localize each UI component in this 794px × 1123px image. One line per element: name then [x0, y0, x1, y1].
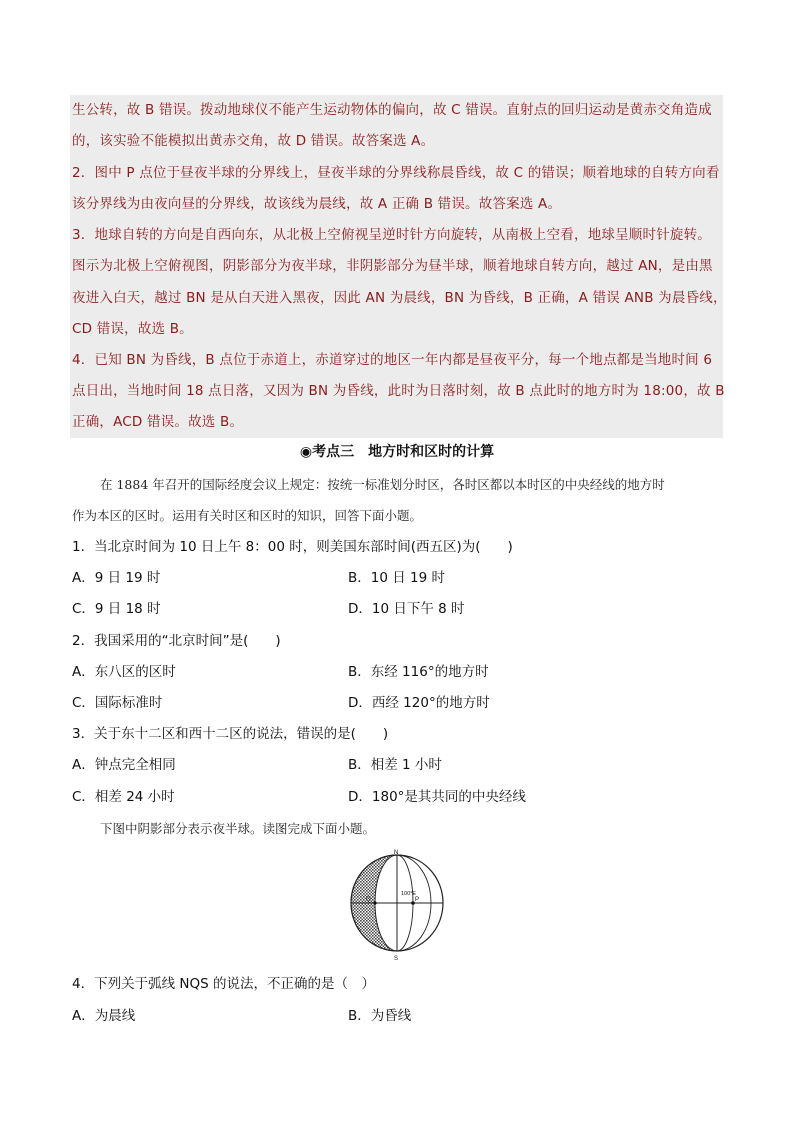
answer-line: 2．图中 P 点位于昼夜半球的分界线上，昼夜半球的分界线称晨昏线，故 C 的错误；顺着地球的自转方向看: [72, 165, 720, 181]
label-p: P: [415, 897, 420, 903]
question-3-option-b[interactable]: B．相差 1 小时: [348, 757, 442, 773]
intro-paragraph-line: 在 1884 年召开的国际经度会议上规定：按统一标准划分时区，各时区都以本时区的中央经线的地方时: [100, 477, 665, 492]
question-1-option-b[interactable]: B．10 日 19 时: [348, 570, 445, 586]
question-3-option-a[interactable]: A．钟点完全相同: [72, 757, 176, 773]
question-2-stem: 2．我国采用的“北京时间”是( ): [72, 633, 281, 649]
answer-line: 正确，ACD 错误。故选 B。: [72, 414, 244, 430]
answer-line: 点日出，当地时间 18 点日落，又因为 BN 为昏线，此时为日落时刻，故 B 点此时的地方时为 18:00，故 B: [72, 383, 725, 399]
question-1-stem: 1．当北京时间为 10 日上午 8：00 时，则美国东部时间(西五区)为( ): [72, 539, 513, 555]
question-2-option-a[interactable]: A．东八区的区时: [72, 664, 176, 680]
point-q: [373, 901, 376, 904]
answer-line: 的，该实验不能模拟出黄赤交角，故 D 错误。故答案选 A。: [72, 133, 435, 149]
question-1-option-a[interactable]: A．9 日 19 时: [72, 570, 161, 586]
question-4-option-b[interactable]: B．为昏线: [348, 1008, 412, 1024]
question-4-stem: 4．下列关于弧线 NQS 的说法，不正确的是（ ）: [72, 976, 375, 992]
question-4-option-a[interactable]: A．为晨线: [72, 1008, 136, 1024]
intro-paragraph-line: 作为本区的区时。运用有关时区和区时的知识，回答下面小题。: [72, 508, 423, 523]
question-1-option-d[interactable]: D．10 日下午 8 时: [348, 601, 465, 617]
answer-line: 3．地球自转的方向是自西向东，从北极上空俯视呈逆时针方向旋转，从南极上空看，地球呈顺时针旋转。: [72, 227, 711, 243]
question-3-option-c[interactable]: C．相差 24 小时: [72, 789, 175, 805]
label-100e: 100°E: [401, 891, 417, 897]
answer-line: 生公转，故 B 错误。拨动地球仪不能产生运动物体的偏向，故 C 错误。直射点的回归运动是黄赤交角造成: [72, 102, 712, 118]
question-2-option-d[interactable]: D．西经 120°的地方时: [348, 695, 490, 711]
figure-intro: 下图中阴影部分表示夜半球。读图完成下面小题。: [100, 821, 376, 836]
answer-line: 4．已知 BN 为昏线，B 点位于赤道上，赤道穿过的地区一年内都是昼夜平分，每一个地点都是当地时间 6: [72, 352, 713, 368]
answer-line: 夜进入白天，越过 BN 是从白天进入黑夜，因此 AN 为晨线，BN 为昏线，B 正确，A 错误 ANB 为晨昏线，: [72, 290, 727, 306]
question-2-option-c[interactable]: C．国际标准时: [72, 695, 163, 711]
answer-line: 该分界线为由夜向昼的分界线，故该线为晨线，故 A 正确 B 错误。故答案选 A。: [72, 196, 562, 212]
label-s: S: [394, 956, 399, 962]
globe-diagram: [345, 848, 449, 962]
label-n: N: [394, 850, 399, 856]
section-title: ◉考点三 地方时和区时的计算: [299, 444, 495, 460]
answer-line: CD 错误，故选 B。: [72, 321, 193, 337]
question-2-option-b[interactable]: B．东经 116°的地方时: [348, 664, 489, 680]
question-3-stem: 3．关于东十二区和西十二区的说法，错误的是( ): [72, 726, 389, 742]
question-1-option-c[interactable]: C．9 日 18 时: [72, 601, 161, 617]
question-3-option-d[interactable]: D．180°是其共同的中央经线: [348, 789, 526, 805]
label-q: Q: [366, 897, 371, 903]
answer-line: 图示为北极上空俯视图，阴影部分为夜半球，非阴影部分为昼半球，顺着地球自转方向，越过 AN，是由黑: [72, 258, 713, 274]
